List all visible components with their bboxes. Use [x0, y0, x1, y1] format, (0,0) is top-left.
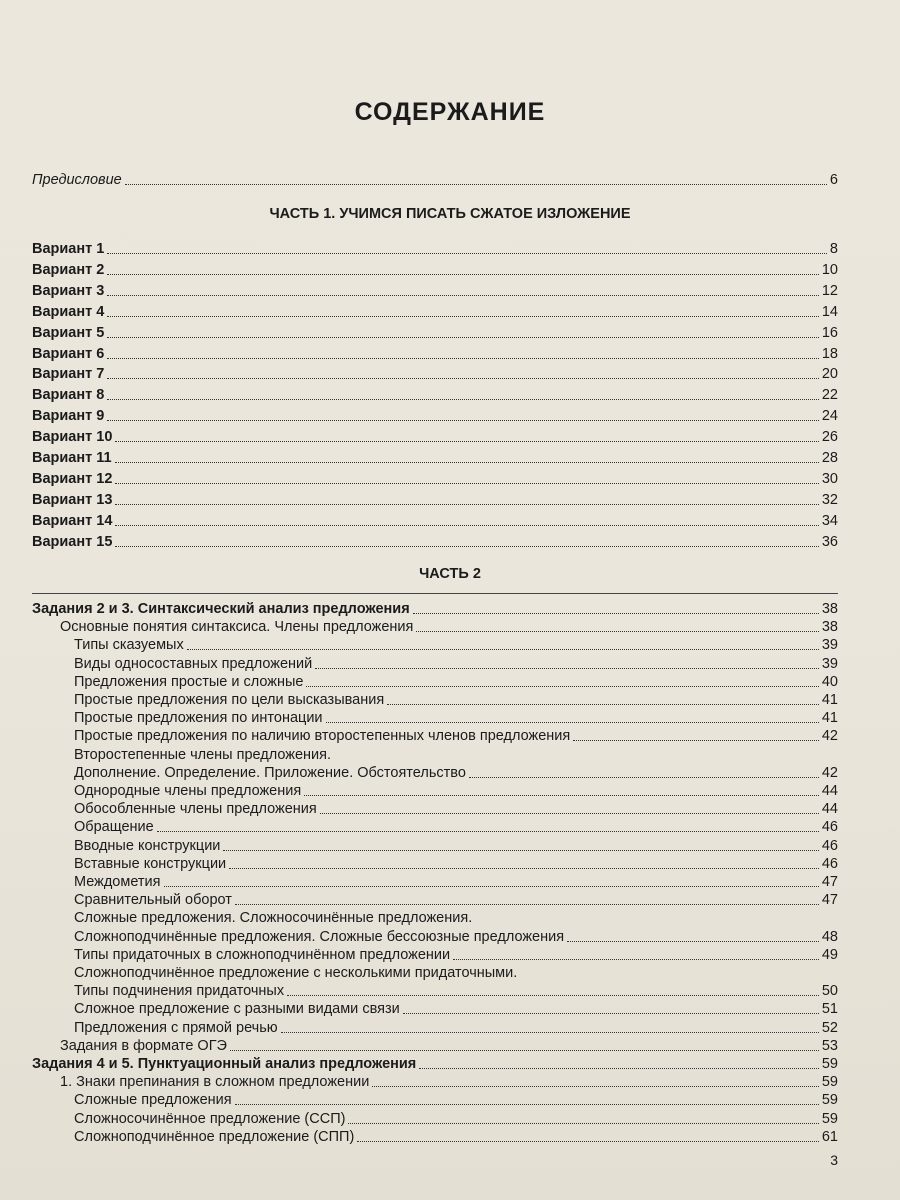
toc-entry-page: 18: [821, 345, 838, 362]
dot-leader: [235, 1104, 819, 1105]
toc-entry: [32, 448, 838, 468]
dot-leader: [107, 337, 819, 338]
toc-entry-label: Предложения простые и сложные: [74, 673, 304, 690]
dot-leader: [107, 378, 819, 379]
dot-leader: [567, 941, 819, 942]
toc-entry-page: 40: [821, 673, 838, 690]
toc-entry: [32, 799, 838, 819]
toc-entry: [32, 1036, 838, 1056]
dot-leader: [453, 959, 819, 960]
toc-entry: [32, 927, 838, 947]
toc-entry: [32, 617, 838, 637]
toc-entry-label: Однородные члены предложения: [74, 783, 302, 799]
toc-entry-label: Сравнительный оборот: [74, 892, 232, 909]
toc-entry-label: Простые предложения по цели высказывания: [74, 692, 385, 708]
toc-entry: [32, 1018, 838, 1038]
toc-entry-page: 14: [821, 303, 838, 320]
toc-entry: [32, 239, 838, 259]
toc-entry: [32, 260, 838, 280]
toc-entry-page: 42: [821, 764, 838, 781]
toc-entry: [32, 872, 838, 892]
dot-leader: [230, 1050, 819, 1051]
toc-entry-page: 61: [821, 1128, 838, 1145]
toc-entry: [32, 1127, 838, 1147]
dot-leader: [157, 831, 819, 832]
toc-entry-label: Простые предложения по наличию второстепенных членов предложения: [74, 728, 571, 745]
toc-entry-label: Сложноподчинённое предложение (СПП): [74, 1128, 355, 1145]
dot-leader: [107, 399, 819, 400]
toc-entry-label: Типы сказуемых: [74, 637, 184, 654]
toc-entry: [32, 1090, 838, 1110]
toc-entry-page: 46: [821, 855, 838, 872]
toc-entry-label: Предисловие: [32, 172, 122, 188]
toc-entry: [32, 763, 838, 783]
toc-entry: [32, 427, 838, 447]
toc-entry-page: 22: [821, 387, 838, 404]
dot-leader: [387, 704, 819, 705]
dot-leader: [573, 740, 819, 741]
toc-entry: [32, 1109, 838, 1129]
page-number: 3: [830, 1152, 838, 1168]
toc-entry: [32, 836, 838, 856]
toc-entry: [32, 406, 838, 426]
dot-leader: [223, 850, 818, 851]
toc-entry: [32, 532, 838, 552]
toc-entry-label: Вариант 15: [32, 533, 113, 550]
toc-entry-label: Вариант 8: [32, 387, 105, 404]
toc-entry-label: Междометия: [74, 874, 161, 890]
toc-entry-page: 49: [821, 946, 838, 963]
dot-leader: [403, 1013, 819, 1014]
dot-leader: [419, 1068, 819, 1069]
toc-entry-page: 53: [821, 1037, 838, 1054]
toc-entry-label: Вариант 5: [32, 324, 105, 341]
toc-entry-page: 47: [821, 892, 838, 909]
toc-entry-page: 30: [821, 470, 838, 487]
toc-entry-label: Вариант 2: [32, 261, 105, 278]
page-title: СОДЕРЖАНИЕ: [354, 98, 546, 126]
section-divider: [32, 593, 838, 594]
toc-entry-label: Предложения с прямой речью: [74, 1019, 278, 1036]
toc-entry-page: 24: [821, 408, 838, 425]
toc-entry-label: Задания в формате ОГЭ: [60, 1037, 227, 1054]
toc-entry-label: Сложноподчинённые предложения. Сложные бессоюзные предложения: [74, 928, 565, 945]
toc-entry-page: 46: [821, 837, 838, 854]
toc-entry-page: 41: [821, 710, 838, 727]
dot-leader: [115, 525, 818, 526]
toc-entry-page: 16: [821, 324, 838, 341]
dot-leader: [107, 420, 819, 421]
dot-leader: [304, 795, 819, 796]
toc-entry: [32, 890, 838, 910]
toc-entry-label: Типы подчинения придаточных: [74, 983, 285, 1000]
toc-entry-preface: [32, 170, 838, 190]
toc-entry-page: 8: [829, 241, 838, 257]
dot-leader: [306, 686, 818, 687]
toc-entry-label: Вариант 3: [32, 282, 105, 299]
toc-entry: [32, 364, 838, 384]
toc-entry-label: Виды односоставных предложений: [74, 655, 313, 672]
dot-leader: [107, 274, 819, 275]
toc-entry: [32, 708, 838, 728]
toc-entry: [32, 344, 838, 364]
toc-entry-page: 59: [821, 1110, 838, 1127]
dot-leader: [235, 904, 819, 905]
toc-entry-page: 12: [821, 282, 838, 299]
toc-entry: [32, 385, 838, 405]
toc-entry: [32, 999, 838, 1019]
toc-entry: [32, 854, 838, 874]
toc-entry: [32, 963, 838, 983]
toc-entry-label: Задания 2 и 3. Синтаксический анализ предложения: [32, 601, 410, 617]
dot-leader: [187, 649, 819, 650]
toc-entry: [32, 672, 838, 692]
dot-leader: [348, 1123, 818, 1124]
dot-leader: [115, 483, 818, 484]
toc-entry-label: Вариант 14: [32, 512, 113, 529]
dot-leader: [416, 631, 818, 632]
toc-entry: [32, 654, 838, 674]
toc-entry-label: 1. Знаки препинания в сложном предложении: [60, 1074, 370, 1091]
toc-entry-label: Типы придаточных в сложноподчинённом предложении: [74, 946, 451, 963]
toc-entry-label: Вариант 13: [32, 491, 113, 508]
toc-entry-label: Вставные конструкции: [74, 855, 227, 872]
toc-entry-page: 36: [821, 533, 838, 550]
toc-entry-page: 42: [821, 728, 838, 745]
toc-entry: [32, 302, 838, 322]
dot-leader: [372, 1086, 819, 1087]
toc-entry-label: Вариант 10: [32, 429, 113, 446]
toc-entry-page: 39: [821, 655, 838, 672]
dot-leader: [413, 613, 819, 614]
toc-entry: [32, 599, 838, 619]
dot-leader: [115, 441, 818, 442]
toc-entry: [32, 490, 838, 510]
toc-entry-page: 59: [821, 1092, 838, 1109]
preface-section: [32, 170, 838, 190]
part1-heading: ЧАСТЬ 1. УЧИМСЯ ПИСАТЬ СЖАТОЕ ИЗЛОЖЕНИЕ: [269, 206, 631, 222]
toc-entry-label: Задания 4 и 5. Пунктуационный анализ предложения: [32, 1056, 417, 1072]
toc-entry-page: 28: [821, 450, 838, 466]
toc-entry-label: Сложное предложение с разными видами связи: [74, 1001, 400, 1018]
toc-entry: [32, 908, 838, 928]
toc-entry-label: Дополнение. Определение. Приложение. Обстоятельство: [74, 764, 466, 781]
toc-entry: [32, 726, 838, 746]
toc-entry-label: Простые предложения по интонации: [74, 710, 323, 727]
toc-entry-label: Вариант 9: [32, 408, 105, 425]
toc-entry-page: 26: [821, 429, 838, 446]
dot-leader: [315, 668, 819, 669]
toc-entry: [32, 281, 838, 301]
toc-entry-page: 50: [821, 983, 838, 1000]
toc-entry-page: 32: [821, 491, 838, 508]
toc-entry: [32, 1072, 838, 1092]
toc-entry-page: 59: [821, 1074, 838, 1091]
toc-entry-label: Обособленные члены предложения: [74, 801, 317, 818]
toc-entry: [32, 511, 838, 531]
toc-entry-page: 6: [829, 172, 838, 188]
dot-leader: [107, 316, 819, 317]
toc-entry-label: Обращение: [74, 819, 154, 836]
dot-leader: [469, 777, 819, 778]
toc-entry-label: Второстепенные члены предложения.: [74, 746, 332, 763]
dot-leader: [326, 722, 819, 723]
toc-entry-label: Вариант 1: [32, 241, 105, 257]
toc-entry: [32, 469, 838, 489]
toc-entry: [32, 945, 838, 965]
toc-entry-label: Вариант 11: [32, 450, 112, 466]
dot-leader: [229, 868, 819, 869]
toc-entry-page: 46: [821, 819, 838, 836]
toc-entry-label: Сложноподчинённое предложение с несколькими придаточными.: [74, 965, 518, 981]
toc-entry: [32, 635, 838, 655]
toc-entry-label: Вводные конструкции: [74, 837, 221, 854]
toc-entry-page: 20: [821, 366, 838, 383]
toc-entry-page: 59: [821, 1056, 838, 1072]
toc-entry-page: 10: [821, 261, 838, 278]
dot-leader: [357, 1141, 819, 1142]
toc-entry-page: 51: [821, 1001, 838, 1018]
dot-leader: [164, 886, 819, 887]
toc-entry-label: Сложные предложения. Сложносочинённые предложения.: [74, 910, 473, 927]
toc-entry-page: 52: [821, 1019, 838, 1036]
dot-leader: [287, 995, 819, 996]
dot-leader: [320, 813, 819, 814]
toc-entry: [32, 690, 838, 710]
toc-entry-page: 38: [821, 601, 838, 617]
toc-entry-label: Вариант 7: [32, 366, 105, 383]
toc-entry-label: Вариант 4: [32, 303, 105, 320]
toc-entry-label: Вариант 12: [32, 470, 113, 487]
toc-entry: [32, 1054, 838, 1074]
toc-entry-page: 34: [821, 512, 838, 529]
toc-entry-page: 39: [821, 637, 838, 654]
dot-leader: [115, 462, 819, 463]
toc-entry: [32, 981, 838, 1001]
toc-entry-page: 38: [821, 619, 838, 636]
toc-entry-page: 44: [821, 783, 838, 799]
toc-entry: [32, 817, 838, 837]
dot-leader: [281, 1032, 819, 1033]
toc-entry-label: Сложносочинённое предложение (ССП): [74, 1110, 346, 1127]
toc-entry-page: 48: [821, 928, 838, 945]
toc-entry-page: 47: [821, 874, 838, 890]
dot-leader: [125, 184, 827, 185]
part2-heading: ЧАСТЬ 2: [419, 566, 481, 582]
dot-leader: [107, 358, 819, 359]
toc-entry: [32, 781, 838, 801]
dot-leader: [115, 546, 818, 547]
toc-entry: [32, 745, 838, 765]
dot-leader: [107, 253, 827, 254]
toc-entry-label: Основные понятия синтаксиса. Члены предложения: [60, 619, 414, 636]
toc-entry-label: Сложные предложения: [74, 1092, 232, 1109]
dot-leader: [115, 504, 818, 505]
toc-entry-label: Вариант 6: [32, 345, 105, 362]
toc-entry: [32, 323, 838, 343]
dot-leader: [107, 295, 819, 296]
toc-entry-page: 41: [821, 692, 838, 708]
toc-entry-page: 44: [821, 801, 838, 818]
